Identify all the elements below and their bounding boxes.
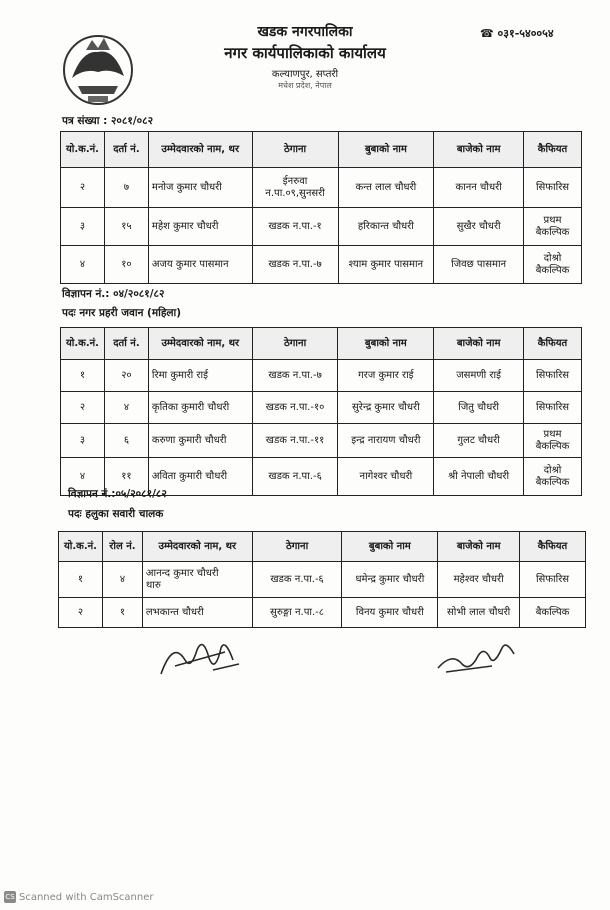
column-header: ठेगाना bbox=[252, 328, 338, 360]
table-cell: खडक न.पा.-७ bbox=[252, 246, 338, 284]
municipality-name: खडक नगरपालिका bbox=[257, 24, 353, 40]
table-row bbox=[61, 424, 582, 458]
column-header: यो.क.नं. bbox=[61, 132, 105, 168]
table-header-row bbox=[59, 532, 586, 562]
table-cell: करुणा कुमारी चौधरी bbox=[148, 424, 252, 458]
column-header: यो.क.नं. bbox=[59, 532, 103, 562]
table-cell: जसमणी राई bbox=[434, 360, 524, 392]
table-cell: १० bbox=[104, 246, 148, 284]
table-cell: खडक न.पा.-१० bbox=[252, 392, 338, 424]
column-header: उम्मेदवारको नाम, थर bbox=[142, 532, 252, 562]
notice-number-3: विज्ञापन नं.:०५/२०८१/८२ bbox=[68, 488, 167, 500]
table-cell: इन्द्र नारायण चौधरी bbox=[338, 424, 434, 458]
signature-right bbox=[432, 632, 522, 682]
table-cell: कानन चौधरी bbox=[434, 168, 524, 208]
column-header: बाजेको नाम bbox=[434, 132, 524, 168]
table-cell: श्याम कुमार पासमान bbox=[338, 246, 434, 284]
table-cell: मनोज कुमार चौधरी bbox=[148, 168, 252, 208]
table-cell: सुरुङ्गा न.पा.-८ bbox=[252, 598, 342, 628]
table-cell: खडक न.पा.-६ bbox=[252, 458, 338, 496]
notice-number-2: विज्ञापन नं.: ०४/२०८१/८२ bbox=[62, 288, 165, 300]
column-header: दर्ता नं. bbox=[104, 132, 148, 168]
table-cell: अविता कुमारी चौधरी bbox=[148, 458, 252, 496]
candidates-table-2 bbox=[60, 327, 582, 496]
table-cell: सुरेन्द्र कुमार चौधरी bbox=[338, 392, 434, 424]
table-cell: महेश कुमार चौधरी bbox=[148, 208, 252, 246]
table-cell: महेश्वर चौधरी bbox=[438, 562, 520, 598]
table-cell: ईनरुवा न.पा.०९,सुनसरी bbox=[252, 168, 338, 208]
table-cell: बैकल्पिक bbox=[520, 598, 586, 628]
office-name: नगर कार्यपालिकाको कार्यालय bbox=[224, 44, 386, 62]
table-cell: कन्त लाल चौधरी bbox=[338, 168, 434, 208]
table-cell: खडक न.पा.-११ bbox=[252, 424, 338, 458]
table-cell: २ bbox=[59, 598, 103, 628]
table-cell: सुखैर चौधरी bbox=[434, 208, 524, 246]
column-header: बुबाको नाम bbox=[342, 532, 438, 562]
table-cell: १ bbox=[59, 562, 103, 598]
post-title-3: पदः हलुका सवारी चालक bbox=[68, 508, 164, 520]
table-cell: ४ bbox=[61, 458, 105, 496]
table-cell: ४ bbox=[104, 392, 148, 424]
table-row bbox=[59, 598, 586, 628]
table-cell: प्रथम बैकल्पिक bbox=[524, 424, 582, 458]
table-row bbox=[61, 392, 582, 424]
table-cell: धमेन्द्र कुमार चौधरी bbox=[342, 562, 438, 598]
table-cell: दोश्रो बैकल्पिक bbox=[524, 246, 582, 284]
table-cell: ७ bbox=[104, 168, 148, 208]
table-row bbox=[61, 246, 582, 284]
column-header: उम्मेदवारको नाम, थर bbox=[148, 132, 252, 168]
table-cell: २ bbox=[61, 168, 105, 208]
signature-left bbox=[155, 630, 245, 680]
column-header: कैफियत bbox=[524, 132, 582, 168]
table-cell: कृतिका कुमारी चौधरी bbox=[148, 392, 252, 424]
table-cell: सिफारिस bbox=[524, 392, 582, 424]
scanner-text: Scanned with CamScanner bbox=[19, 892, 154, 903]
table-cell: खडक न.पा.-१ bbox=[252, 208, 338, 246]
column-header: ठेगाना bbox=[252, 132, 338, 168]
column-header: दर्ता नं. bbox=[104, 328, 148, 360]
office-address: कल्याणपुर, सप्तरी bbox=[271, 69, 339, 80]
column-header: यो.क.नं. bbox=[61, 328, 105, 360]
column-header: बुबाको नाम bbox=[338, 132, 434, 168]
post-title-2: पदः नगर प्रहरी जवान (महिला) bbox=[62, 307, 182, 319]
table-cell: सिफारिस bbox=[524, 168, 582, 208]
table-cell: दोश्रो बैकल्पिक bbox=[524, 458, 582, 496]
column-header: उम्मेदवारको नाम, थर bbox=[148, 328, 252, 360]
table-cell: जितु चौधरी bbox=[434, 392, 524, 424]
column-header: रोल नं. bbox=[102, 532, 142, 562]
table-cell: सिफारिस bbox=[524, 360, 582, 392]
table-cell: ३ bbox=[61, 208, 105, 246]
table-cell: आनन्द कुमार चौधरी थारु bbox=[142, 562, 252, 598]
column-header: कैफियत bbox=[520, 532, 586, 562]
table-cell: ४ bbox=[61, 246, 105, 284]
table-row bbox=[59, 562, 586, 598]
table-cell: विनय कुमार चौधरी bbox=[342, 598, 438, 628]
table-cell: अजय कुमार पासमान bbox=[148, 246, 252, 284]
table-cell: रिमा कुमारी राई bbox=[148, 360, 252, 392]
table-cell: श्री नेपाली चौधरी bbox=[434, 458, 524, 496]
column-header: बाजेको नाम bbox=[438, 532, 520, 562]
letter-number: पत्र संख्या : २०८१/०८२ bbox=[62, 115, 154, 127]
table-cell: नागेश्वर चौधरी bbox=[338, 458, 434, 496]
column-header: बुबाको नाम bbox=[338, 328, 434, 360]
table-cell: सोभी लाल चौधरी bbox=[438, 598, 520, 628]
column-header: कैफियत bbox=[524, 328, 582, 360]
scanner-watermark bbox=[4, 891, 154, 903]
table-cell: २ bbox=[61, 392, 105, 424]
column-header: बाजेको नाम bbox=[434, 328, 524, 360]
table-cell: जिवछ पासमान bbox=[434, 246, 524, 284]
table-cell: खडक न.पा.-७ bbox=[252, 360, 338, 392]
candidates-table-1 bbox=[60, 131, 582, 284]
table-cell: हरिकान्त चौधरी bbox=[338, 208, 434, 246]
table-cell: १ bbox=[102, 598, 142, 628]
table-cell: लभकान्त चौधरी bbox=[142, 598, 252, 628]
table-cell: ६ bbox=[104, 424, 148, 458]
table-header-row bbox=[61, 132, 582, 168]
table-header-row bbox=[61, 328, 582, 360]
camscanner-icon: CS bbox=[5, 893, 15, 901]
table-cell: १५ bbox=[104, 208, 148, 246]
table-row bbox=[61, 208, 582, 246]
table-cell: २० bbox=[104, 360, 148, 392]
province-name: मधेश प्रदेश, नेपाल bbox=[278, 81, 332, 90]
table-cell: १ bbox=[61, 360, 105, 392]
table-cell: खडक न.पा.-६ bbox=[252, 562, 342, 598]
table-cell: ४ bbox=[102, 562, 142, 598]
table-row bbox=[61, 360, 582, 392]
table-cell: ३ bbox=[61, 424, 105, 458]
column-header: ठेगाना bbox=[252, 532, 342, 562]
table-cell: प्रथम बैकल्पिक bbox=[524, 208, 582, 246]
phone-number: ☎ ०३१-५४००५४ bbox=[480, 27, 554, 40]
table-cell: गरज कुमार राई bbox=[338, 360, 434, 392]
table-cell: गुलट चौधरी bbox=[434, 424, 524, 458]
table-cell: ११ bbox=[104, 458, 148, 496]
table-row bbox=[61, 168, 582, 208]
candidates-table-3 bbox=[58, 531, 586, 628]
table-cell: सिफारिस bbox=[520, 562, 586, 598]
